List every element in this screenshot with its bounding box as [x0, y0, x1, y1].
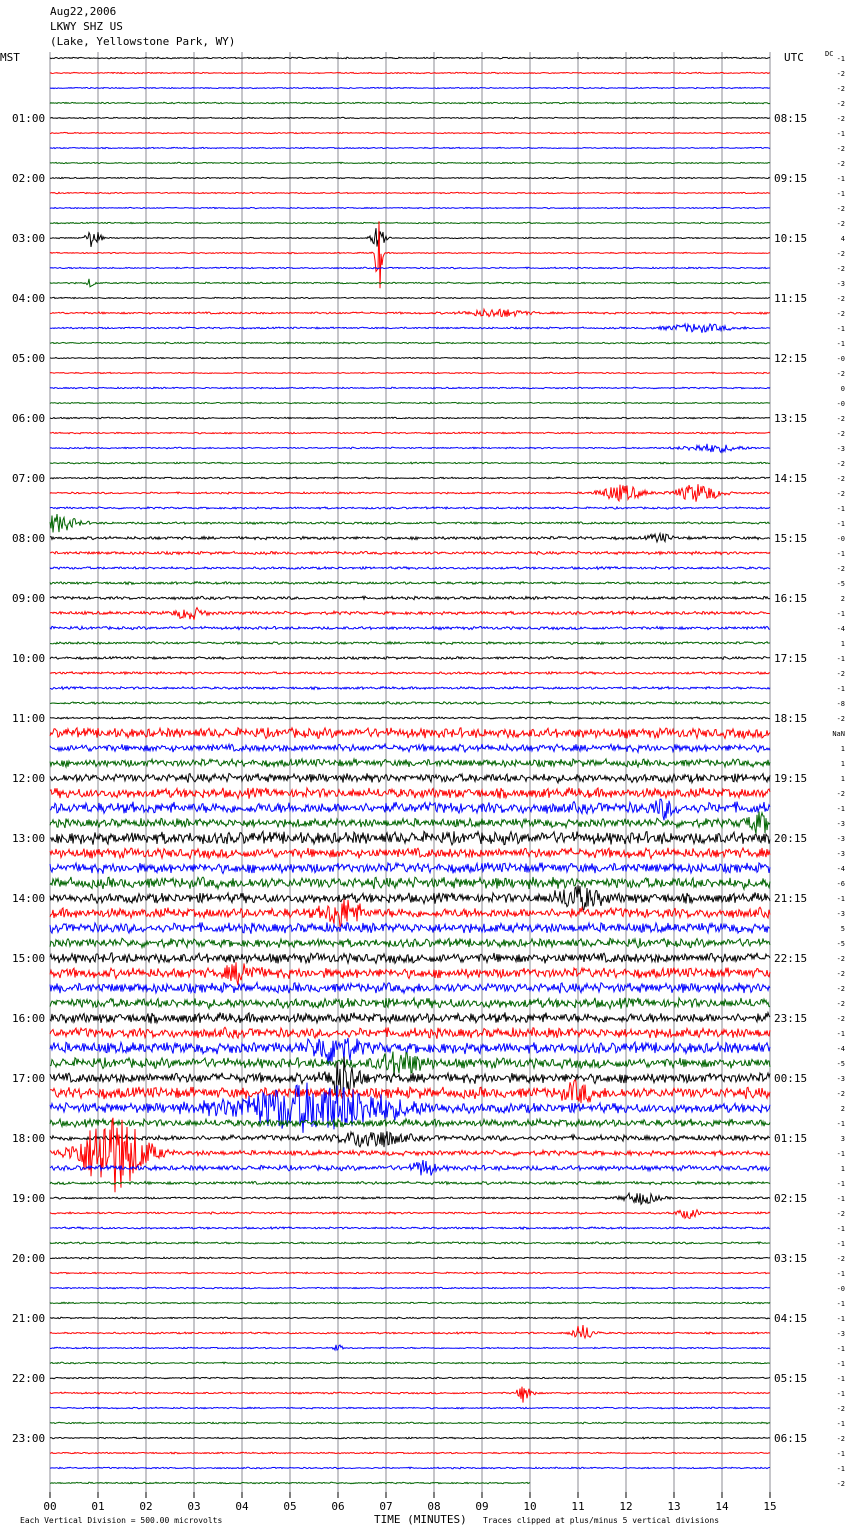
dc-offset-label: -1 [836, 520, 845, 528]
dc-offset-label: -2 [836, 460, 845, 468]
utc-hour-label: 16:15 [774, 592, 808, 605]
dc-offset-label: NaN [832, 730, 845, 738]
dc-offset-label: -2 [836, 1210, 845, 1218]
dc-offset-label: -0 [836, 355, 845, 363]
trace-row [50, 551, 770, 554]
dc-offset-label: -2 [836, 250, 845, 258]
dc-offset-label: -2 [836, 310, 845, 318]
trace-row [50, 1272, 770, 1274]
dc-offset-label: -2 [836, 430, 845, 438]
dc-offset-label: -1 [836, 1300, 845, 1308]
utc-hour-label: 20:15 [774, 832, 808, 845]
trace-row [50, 998, 770, 1009]
trace-row [50, 267, 770, 269]
dc-offset-label: -2 [836, 1015, 845, 1023]
x-tick-label: 01 [91, 1500, 105, 1513]
trace-row [50, 596, 770, 599]
mst-hour-label: 15:00 [12, 952, 46, 965]
trace-row [50, 102, 770, 104]
mst-hour-label: 07:00 [12, 472, 46, 485]
dc-offset-label: -1 [836, 1120, 845, 1128]
dc-offset-label: -2 [836, 1435, 845, 1443]
trace-row [50, 672, 770, 675]
trace-row [50, 1362, 770, 1364]
trace-row [50, 962, 770, 985]
x-tick-label: 08 [427, 1500, 441, 1513]
trace-row [50, 1080, 770, 1103]
trace-row [50, 582, 770, 585]
trace-row [50, 899, 770, 926]
trace-row [50, 1302, 770, 1304]
trace-row [50, 372, 770, 373]
seismic-traces [50, 57, 770, 1484]
dc-offset-label: -1 [836, 190, 845, 198]
x-tick-label: 06 [331, 1500, 345, 1513]
trace-row [50, 1437, 770, 1439]
dc-offset-label: -1 [836, 130, 845, 138]
dc-label: DC [825, 50, 834, 58]
dc-offset-label: 2 [840, 1105, 845, 1113]
x-tick-label: 05 [283, 1500, 297, 1513]
utc-hour-label: 17:15 [774, 652, 808, 665]
trace-row [50, 788, 770, 799]
trace-row [50, 117, 770, 118]
trace-row [50, 477, 770, 479]
dc-offset-label: -2 [836, 220, 845, 228]
trace-row [50, 953, 770, 964]
footer [20, 1513, 719, 1526]
mst-hour-label: 01:00 [12, 112, 46, 125]
trace-row [50, 1407, 770, 1409]
dc-offset-label: -2 [836, 1255, 845, 1263]
mst-hour-label: 04:00 [12, 292, 46, 305]
trace-row [50, 938, 770, 948]
x-tick-label: 11 [571, 1500, 585, 1513]
trace-row [50, 309, 770, 317]
dc-offset-label: 2 [840, 595, 845, 603]
scale-note: Each Vertical Division = 500.00 microvolts [20, 1516, 223, 1525]
trace-row [50, 432, 770, 434]
trace-row [50, 848, 770, 859]
dc-offset-label: 3 [840, 1135, 845, 1143]
trace-row [50, 534, 770, 542]
dc-offset-label: -0 [836, 1285, 845, 1293]
utc-hour-label: 05:15 [774, 1372, 808, 1385]
dc-offset-label: -2 [836, 265, 845, 273]
x-tick-label: 03 [187, 1500, 201, 1513]
dc-offset-label: -4 [836, 625, 845, 633]
dc-offset-label: 5 [840, 925, 845, 933]
dc-offset-label: -2 [836, 490, 845, 498]
trace-row [50, 1160, 770, 1175]
mst-hour-label: 23:00 [12, 1432, 46, 1445]
dc-offset-label: 4 [840, 235, 845, 243]
dc-offset-label: -1 [836, 1240, 845, 1248]
x-tick-label: 02 [139, 1500, 153, 1513]
mst-hour-label: 20:00 [12, 1252, 46, 1265]
dc-offset-label: -3 [836, 445, 845, 453]
trace-row [50, 922, 770, 933]
utc-hour-label: 21:15 [774, 892, 808, 905]
trace-row [50, 1210, 770, 1219]
dc-offset-label: 0 [840, 385, 845, 393]
trace-row [50, 1467, 770, 1469]
dc-offset-label: -1 [836, 895, 845, 903]
header-date: Aug22,2006 [50, 5, 117, 18]
utc-hour-label: 06:15 [774, 1432, 808, 1445]
trace-row [50, 162, 770, 163]
trace-row [50, 1227, 770, 1229]
trace-row [50, 1317, 770, 1319]
dc-offset-label: -3 [836, 280, 845, 288]
trace-row [50, 72, 770, 73]
trace-row [50, 657, 770, 660]
mst-hour-label: 05:00 [12, 352, 46, 365]
mst-hour-label: 12:00 [12, 772, 46, 785]
dc-offset-label: -1 [836, 655, 845, 663]
dc-offset-label: -1 [836, 1390, 845, 1398]
trace-row [50, 514, 770, 533]
trace-row [50, 402, 770, 403]
trace-row [50, 1242, 770, 1244]
dc-offset-label: -2 [836, 205, 845, 213]
utc-hour-label: 04:15 [774, 1312, 808, 1325]
dc-offset-label: -1 [836, 1375, 845, 1383]
dc-offset-label: -5 [836, 580, 845, 588]
dc-offset-label: -1 [836, 1150, 845, 1158]
trace-row [50, 177, 770, 178]
dc-offset-label: -2 [836, 370, 845, 378]
header-station: LKWY SHZ US [50, 20, 123, 33]
dc-offset-label: -2 [836, 565, 845, 573]
trace-row [50, 1118, 770, 1192]
x-tick-label: 10 [523, 1500, 537, 1513]
trace-row [50, 812, 770, 835]
trace-row [50, 983, 770, 994]
dc-offset-label: -3 [836, 835, 845, 843]
dc-offset-label: -2 [836, 415, 845, 423]
trace-row [50, 1377, 770, 1379]
trace-row [50, 799, 770, 820]
right-timezone-label: UTC [784, 51, 804, 64]
trace-row [50, 1027, 770, 1038]
mst-hour-label: 17:00 [12, 1072, 46, 1085]
utc-hour-label: 01:15 [774, 1132, 808, 1145]
utc-hour-label: 11:15 [774, 292, 808, 305]
trace-row [50, 507, 770, 509]
dc-offset-label: -1 [836, 175, 845, 183]
dc-offset-label: -1 [836, 55, 845, 63]
x-tick-label: 14 [715, 1500, 729, 1513]
dc-offset-label: -1 [836, 805, 845, 813]
utc-hour-label: 10:15 [774, 232, 808, 245]
dc-offset-label: -2 [836, 1000, 845, 1008]
trace-row [50, 567, 770, 570]
dc-offset-label: -2 [836, 955, 845, 963]
mst-hour-label: 03:00 [12, 232, 46, 245]
dc-offset-label: -1 [836, 1465, 845, 1473]
dc-offset-label: -1 [836, 340, 845, 348]
dc-offset-label: -8 [836, 700, 845, 708]
trace-row [50, 1181, 770, 1184]
trace-row [50, 1131, 770, 1147]
header-location: (Lake, Yellowstone Park, WY) [50, 35, 236, 48]
trace-row [50, 1387, 770, 1403]
trace-row [50, 387, 770, 389]
utc-hour-label: 09:15 [774, 172, 808, 185]
mst-hour-label: 06:00 [12, 412, 46, 425]
trace-row [50, 279, 770, 287]
mst-hour-label: 13:00 [12, 832, 46, 845]
trace-row [50, 728, 770, 739]
utc-hour-label: 19:15 [774, 772, 808, 785]
trace-row [50, 132, 770, 133]
dc-offset-label: -1 [836, 505, 845, 513]
trace-row [50, 877, 770, 889]
dc-offset-label: -2 [836, 475, 845, 483]
dc-offset-label: -1 [836, 610, 845, 618]
dc-offset-label: -0 [836, 535, 845, 543]
trace-row [50, 1287, 770, 1289]
dc-offset-label: -2 [836, 295, 845, 303]
dc-offset-label: -3 [836, 850, 845, 858]
dc-offset-label: -2 [836, 100, 845, 108]
trace-row [50, 702, 770, 705]
trace-row [50, 228, 770, 247]
dc-offset-label: -3 [836, 1330, 845, 1338]
dc-offset-labels [832, 55, 845, 1488]
trace-row [50, 1119, 770, 1128]
trace-row [50, 342, 770, 344]
dc-offset-label: -1 [836, 550, 845, 558]
trace-row [50, 297, 770, 298]
utc-hour-label: 08:15 [774, 112, 808, 125]
trace-row [50, 1257, 770, 1259]
x-tick-label: 13 [667, 1500, 681, 1513]
trace-row [50, 221, 770, 288]
trace-row [50, 626, 770, 629]
trace-row [50, 462, 770, 464]
dc-offset-label: -1 [836, 1225, 845, 1233]
dc-offset-label: -6 [836, 880, 845, 888]
trace-row [50, 1193, 770, 1204]
trace-row [50, 831, 770, 845]
x-tick-label: 07 [379, 1500, 393, 1513]
dc-offset-label: -1 [836, 1420, 845, 1428]
utc-hour-label: 18:15 [774, 712, 808, 725]
x-axis-title: TIME (MINUTES) [374, 1513, 467, 1526]
dc-offset-label: -2 [836, 1405, 845, 1413]
header [50, 5, 235, 48]
mst-hour-label: 16:00 [12, 1012, 46, 1025]
x-tick-label: 00 [43, 1500, 57, 1513]
trace-row [50, 207, 770, 208]
mst-hour-label: 19:00 [12, 1192, 46, 1205]
trace-row [50, 1325, 770, 1338]
dc-offset-label: -2 [836, 145, 845, 153]
dc-offset-label: -3 [836, 1075, 845, 1083]
dc-offset-label: -1 [836, 325, 845, 333]
clip-note: Traces clipped at plus/minus 5 vertical divisions [483, 1516, 720, 1525]
dc-offset-label: -2 [836, 985, 845, 993]
dc-offset-label: -2 [836, 1090, 845, 1098]
mst-hour-label: 18:00 [12, 1132, 46, 1145]
dc-offset-label: -2 [836, 160, 845, 168]
hour-labels [12, 112, 807, 1445]
x-tick-label: 12 [619, 1500, 633, 1513]
mst-hour-label: 10:00 [12, 652, 46, 665]
dc-offset-label: -0 [836, 400, 845, 408]
dc-offset-label: 1 [840, 775, 845, 783]
trace-row [50, 773, 770, 783]
trace-row [50, 147, 770, 148]
trace-row [50, 484, 770, 502]
mst-hour-label: 21:00 [12, 1312, 46, 1325]
dc-offset-label: -2 [836, 970, 845, 978]
utc-hour-label: 03:15 [774, 1252, 808, 1265]
trace-row [50, 608, 770, 620]
dc-offset-label: -1 [836, 1360, 845, 1368]
dc-offset-label: -1 [836, 1030, 845, 1038]
trace-row [50, 324, 770, 333]
trace-row [50, 885, 770, 911]
trace-row [50, 1422, 770, 1424]
x-tick-label: 09 [475, 1500, 489, 1513]
dc-offset-label: -1 [836, 1315, 845, 1323]
x-axis-ticks [43, 1492, 776, 1513]
dc-offset-label: 1 [840, 760, 845, 768]
trace-row [50, 222, 770, 223]
utc-hour-label: 14:15 [774, 472, 808, 485]
dc-offset-label: -5 [836, 1060, 845, 1068]
trace-row [50, 1052, 770, 1077]
dc-offset-label: -5 [836, 940, 845, 948]
mst-hour-label: 09:00 [12, 592, 46, 605]
utc-hour-label: 02:15 [774, 1192, 808, 1205]
trace-row [50, 744, 770, 752]
dc-offset-label: -2 [836, 115, 845, 123]
utc-hour-label: 23:15 [774, 1012, 808, 1025]
dc-offset-label: 1 [840, 1165, 845, 1173]
dc-offset-label: -2 [836, 70, 845, 78]
dc-offset-label: -2 [836, 790, 845, 798]
trace-row [50, 759, 770, 767]
dc-offset-label: -1 [836, 1345, 845, 1353]
dc-offset-label: -3 [836, 910, 845, 918]
dc-offset-label: -2 [836, 1480, 845, 1488]
dc-offset-label: -2 [836, 85, 845, 93]
dc-offset-label: -1 [836, 1195, 845, 1203]
utc-hour-label: 12:15 [774, 352, 808, 365]
trace-row [50, 717, 770, 719]
utc-hour-label: 00:15 [774, 1072, 808, 1085]
mst-hour-label: 02:00 [12, 172, 46, 185]
dc-offset-label: -3 [836, 820, 845, 828]
x-tick-label: 04 [235, 1500, 249, 1513]
dc-offset-label: -1 [836, 1180, 845, 1188]
dc-offset-label: 1 [840, 745, 845, 753]
trace-row [50, 192, 770, 193]
dc-offset-label: 1 [840, 640, 845, 648]
x-tick-label: 15 [763, 1500, 777, 1513]
dc-offset-label: -1 [836, 1270, 845, 1278]
utc-hour-label: 13:15 [774, 412, 808, 425]
dc-offset-label: -2 [836, 670, 845, 678]
mst-hour-label: 22:00 [12, 1372, 46, 1385]
trace-row [50, 1452, 770, 1454]
trace-row [50, 417, 770, 419]
trace-row [50, 863, 770, 874]
trace-row [50, 687, 770, 690]
mst-hour-label: 11:00 [12, 712, 46, 725]
trace-row [50, 642, 770, 645]
utc-hour-label: 22:15 [774, 952, 808, 965]
trace-row [50, 1012, 770, 1023]
dc-offset-label: -4 [836, 865, 845, 873]
dc-offset-label: -1 [836, 1450, 845, 1458]
dc-offset-label: -4 [836, 1045, 845, 1053]
trace-row [50, 87, 770, 88]
left-timezone-label: MST [0, 51, 20, 64]
trace-row [50, 1345, 770, 1350]
trace-row [50, 57, 770, 59]
utc-hour-label: 15:15 [774, 532, 808, 545]
dc-offset-label: -2 [836, 715, 845, 723]
trace-row [50, 357, 770, 358]
mst-hour-label: 08:00 [12, 532, 46, 545]
trace-row [50, 444, 770, 453]
mst-hour-label: 14:00 [12, 892, 46, 905]
dc-offset-label: -1 [836, 685, 845, 693]
